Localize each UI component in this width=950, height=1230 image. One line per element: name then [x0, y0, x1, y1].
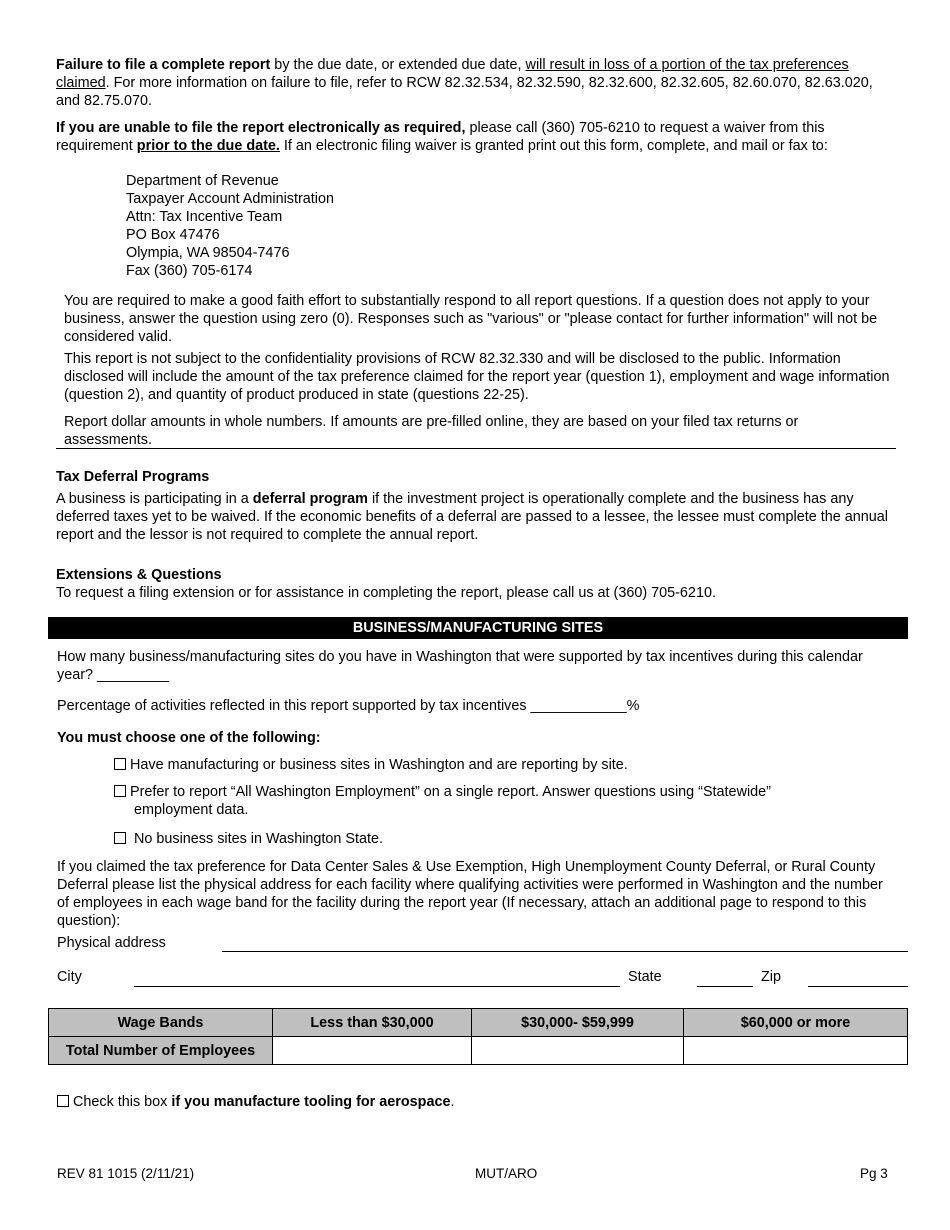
- employees-under-30000-field[interactable]: [273, 1037, 472, 1065]
- address-line: Attn: Tax Incentive Team: [126, 209, 283, 225]
- percent-activities-question[interactable]: Percentage of activities reflected in this report supported by tax incentives ____________%: [57, 698, 640, 714]
- sites-section-banner: BUSINESS/MANUFACTURING SITES: [48, 617, 908, 639]
- table-header-cell: Wage Bands: [49, 1009, 273, 1037]
- extensions-text: To request a filing extension or for assistance in completing the report, please call us at (360) 705-6210.: [56, 585, 716, 601]
- table-row: [49, 1037, 908, 1065]
- checkbox-icon[interactable]: [114, 832, 126, 844]
- choose-one-heading: You must choose one of the following:: [57, 730, 321, 746]
- whole-numbers-notice: Report dollar amounts in whole numbers. If amounts are pre-filled online, they are based on your filed tax returns or assessments.: [64, 414, 799, 448]
- good-faith-notice: You are required to make a good faith effort to substantially respond to all report questions. If a question does not apply to your business, answer the question using zero (0). Responses such as "various" or "please contact for further information" will not be considered valid.: [64, 293, 878, 345]
- employees-30000-59999-field[interactable]: [472, 1037, 684, 1065]
- failure-to-file-paragraph: Failure to file a complete report by the due date, or extended due date, will result in loss of a portion of the tax preferences claimed. For more information on failure to file, refer to RCW 82.32.534, 82.32.590, 82.32.600, 82.32.605, 82.60.070, 82.63.020, and 82.75.070.: [56, 57, 873, 109]
- deferral-text: A business is participating in a deferral program if the investment project is operationally complete and the business has any deferred taxes yet to be waived. If the economic benefits of a deferral are passed to a lessee, the lessee must complete the annual report and the lessor is not required to complete the annual report.: [56, 491, 888, 543]
- aerospace-checkbox-line[interactable]: Check this box if you manufacture tooling for aerospace.: [57, 1093, 454, 1111]
- claimed-preference-text: If you claimed the tax preference for Data Center Sales & Use Exemption, High Unemployment County Deferral, or Rural County Deferral please list the physical address for each facility where qualifying activities were performed in Washington and the number of employees in each wage band for the facility during the report year (If necessary, attach an additional page to respond to this question):: [57, 859, 883, 929]
- address-line: Olympia, WA 98504-7476: [126, 245, 290, 261]
- table-header-cell: $60,000 or more: [684, 1009, 908, 1037]
- city-label: City: [57, 969, 82, 985]
- table-row-label: Total Number of Employees: [49, 1037, 273, 1065]
- option-all-washington[interactable]: Prefer to report “All Washington Employment” on a single report. Answer questions using “Statewide” employment data.: [114, 783, 894, 819]
- zip-field[interactable]: [808, 986, 908, 987]
- form-id: REV 81 1015 (2/11/21): [57, 1166, 195, 1181]
- address-line: Fax (360) 705-6174: [126, 263, 253, 279]
- employees-60000-plus-field[interactable]: [684, 1037, 908, 1065]
- checkbox-icon[interactable]: [114, 785, 126, 797]
- mailing-address: [126, 172, 526, 280]
- footer-center: MUT/ARO: [475, 1166, 538, 1181]
- checkbox-icon[interactable]: [57, 1095, 69, 1107]
- table-header-cell: $30,000- $59,999: [472, 1009, 684, 1037]
- option-no-sites[interactable]: No business sites in Washington State.: [114, 830, 894, 848]
- checkbox-icon[interactable]: [114, 758, 126, 770]
- table-header-cell: Less than $30,000: [273, 1009, 472, 1037]
- deferral-heading: Tax Deferral Programs: [56, 469, 210, 485]
- option-report-by-site[interactable]: Have manufacturing or business sites in Washington and are reporting by site.: [114, 756, 894, 774]
- section-divider: [56, 448, 896, 449]
- site-count-question[interactable]: How many business/manufacturing sites do you have in Washington that were supported by tax incentives during this calendar year? _________: [57, 649, 863, 683]
- zip-label: Zip: [761, 969, 781, 985]
- state-field[interactable]: [697, 986, 753, 987]
- state-label: State: [628, 969, 662, 985]
- confidentiality-notice: This report is not subject to the confidentiality provisions of RCW 82.32.330 and will be disclosed to the public. Information disclosed will include the amount of the tax preference claimed for the report year (question 1), employment and wage information (question 2), and quantity of product produced in state (questions 22-25).: [64, 351, 890, 403]
- extensions-heading: Extensions & Questions: [56, 567, 222, 583]
- physical-address-field[interactable]: [222, 951, 908, 952]
- page-number: Pg 3: [860, 1166, 888, 1181]
- address-line: Taxpayer Account Administration: [126, 191, 334, 207]
- address-line: Department of Revenue: [126, 173, 279, 189]
- table-header-row: [49, 1009, 908, 1037]
- address-line: PO Box 47476: [126, 227, 220, 243]
- physical-address-label: Physical address: [57, 935, 166, 951]
- wage-bands-table: [48, 1008, 908, 1065]
- waiver-paragraph: If you are unable to file the report electronically as required, please call (360) 705-6210 to request a waiver from this requirement prior to the due date. If an electronic filing waiver is granted print out this form, complete, and mail or fax to:: [56, 120, 828, 154]
- city-field[interactable]: [134, 986, 620, 987]
